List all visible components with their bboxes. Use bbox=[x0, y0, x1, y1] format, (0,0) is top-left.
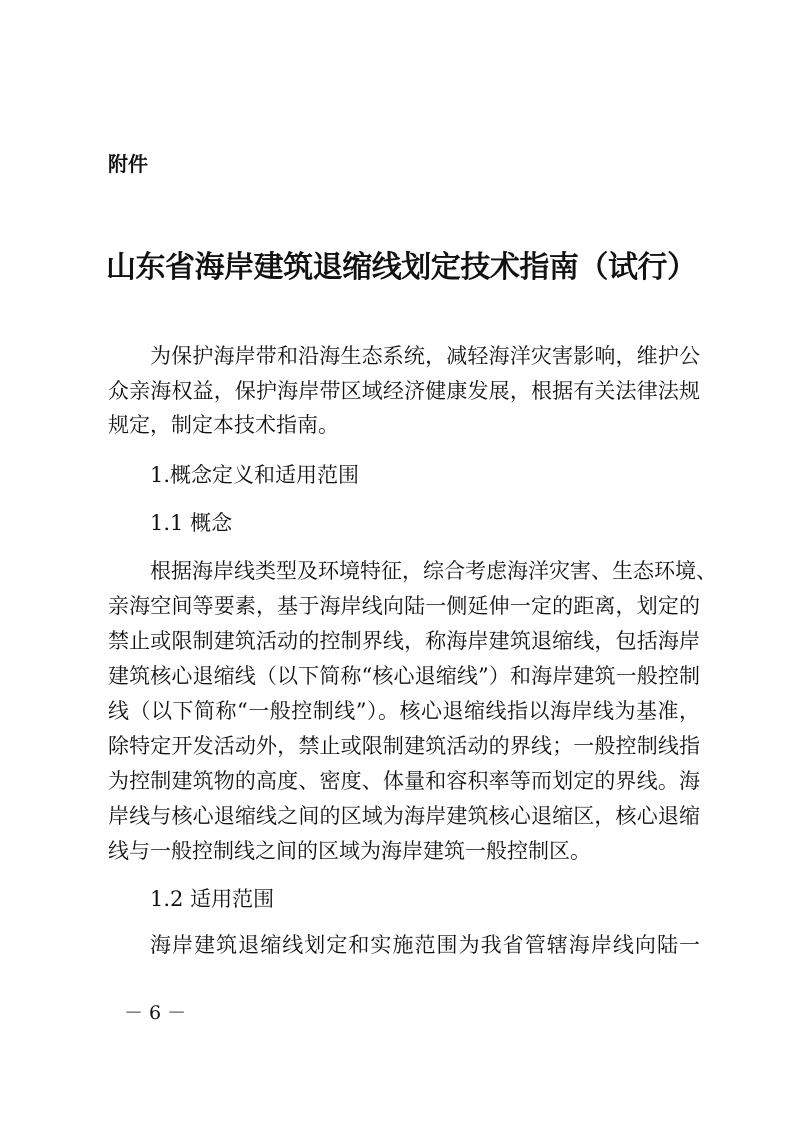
section-heading: 1.概念定义和适用范围 bbox=[150, 463, 360, 487]
paragraph-line: 线与一般控制线之间的区域为海岸建筑一般控制区。 bbox=[108, 839, 591, 863]
paragraph-line: 为控制建筑物的高度、密度、体量和容积率等而划定的界线。海 bbox=[108, 769, 700, 793]
paragraph-line: 除特定开发活动外，禁止或限制建筑活动的界线；一般控制线指 bbox=[108, 734, 700, 758]
paragraph-line: 线（以下简称“一般控制线”）。核心退缩线指以海岸线为基准， bbox=[108, 699, 700, 723]
subsection-heading: 1.1 概念 bbox=[150, 511, 233, 535]
intro-line: 规定，制定本技术指南。 bbox=[108, 413, 339, 437]
intro-line: 为保护海岸带和沿海生态系统，减轻海洋灾害影响，维护公 bbox=[150, 344, 700, 368]
paragraph-line: 岸线与核心退缩线之间的区域为海岸建筑核心退缩区，核心退缩 bbox=[108, 804, 700, 828]
subsection-heading: 1.2 适用范围 bbox=[150, 887, 275, 911]
attachment-label: 附件 bbox=[108, 152, 148, 176]
paragraph-line: 建筑核心退缩线（以下简称“核心退缩线”）和海岸建筑一般控制 bbox=[108, 664, 700, 688]
page-number: － 6 － bbox=[124, 1002, 187, 1024]
paragraph-line: 根据海岸线类型及环境特征，综合考虑海洋灾害、生态环境、 bbox=[150, 559, 717, 583]
document-title: 山东省海岸建筑退缩线划定技术指南（试行） bbox=[106, 250, 696, 285]
paragraph-line: 禁止或限制建筑活动的控制界线，称海岸建筑退缩线，包括海岸 bbox=[108, 629, 700, 653]
intro-line: 众亲海权益，保护海岸带区域经济健康发展，根据有关法律法规 bbox=[108, 379, 700, 403]
paragraph-line: 亲海空间等要素，基于海岸线向陆一侧延伸一定的距离，划定的 bbox=[108, 594, 700, 618]
paragraph-line: 海岸建筑退缩线划定和实施范围为我省管辖海岸线向陆一 bbox=[150, 933, 700, 957]
